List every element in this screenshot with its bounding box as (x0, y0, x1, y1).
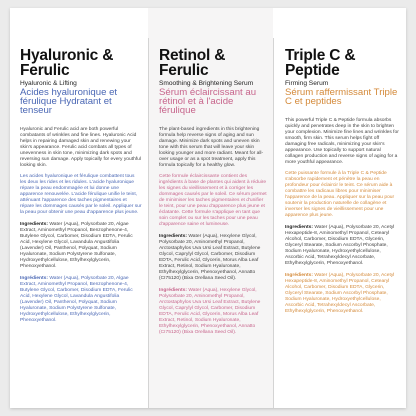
description-english: The plant-based ingredients in this brightening formula help reverse signs of aging and sun damage. Minimize dark spots and uneven skin tone with this serum that will leave your skin looking younger and more radiant. Meant for all-over usage or as a spot treatment, apply this formula topically for a healthy glow. (159, 127, 264, 168)
ingredients-english (285, 225, 400, 267)
product-title-french: Acides hyaluronique et férulique Hydratant et tenseur (20, 87, 118, 116)
ingredients-list: Water (Aqua), Polysorbate 20, Algae Extract, Aminomethyl Propanol, Benzophenone-4, Butylene Glycol, Carbomer, Disodium EDTA, Ferulic Acid, Hexylene Glycol, Lavandula Angustifolia (Lavender) Oil, Panthenol, Polyquat, Sodium Hyaluronate, Sodium Polystyrene Sulfonate, Hydroxyethylcellulose, Ethylhexylglycerin, Phenoxyethanol. (20, 222, 133, 269)
column-retinol-ferulic (148, 8, 273, 408)
ingredients-list: Water (Aqua), Hexylene Glycol, Polysorbate 20, Aminomethyl Propanol, Arctostaphylos Uva Ursi Leaf Extract, Butylene Glycol, Caprylyl Glycol, Carbomer, Disodium EDTA, Ferulic Acid, Glycerin, Morus Alba Leaf Extract, Retinol, Sodium Hyaluronate, Ethylhexylglycerin, Phenoxyethanol, Annatto (CI75120) (Bixa Orellana Seed Oil). (159, 234, 261, 281)
description-english: This powerful Triple C & Peptide formula absorbs quickly and penetrates deep in the skin to brighten your complexion. Minimize fine lines and wrinkles for smooth, firm skin. This serum helps fight off damaging free radicals, minimizing your skin's appearance. Use topically to support natural collagen production and reverse signs of aging for a more youthful appearance. (285, 118, 399, 165)
product-title: Hyaluronic & Ferulic (20, 47, 114, 79)
product-subtitle: Smoothing & Brightening Serum (159, 80, 254, 87)
column-hyaluronic-ferulic (10, 8, 148, 408)
ingredients-french (285, 273, 400, 315)
ingredients-english (20, 222, 142, 270)
ingredients-label-french: Ingrédients: (285, 273, 313, 278)
product-title: Triple C & Peptide (285, 47, 356, 79)
ingredients-english (159, 234, 268, 282)
column-divider (273, 38, 274, 408)
description-french: Cette puissante formule à la Triple C & Peptide s'absorbe rapidement et pénètre la peau en profondeur pour éclaircir le teint. Ce sérum aide à combattre les radicaux libres pour minimiser l'apparence de la peau. Appliquer sur la peau pour soutenir la production naturelle de collagène et inverser les signes de vieillissement pour une apparence plus jeune. (285, 171, 395, 218)
ingredients-label: Ingredients: (20, 222, 48, 227)
ingredients-label: Ingredients: (159, 234, 187, 239)
ingredients-label-french: Ingrédients: (159, 288, 187, 293)
ingredients-list-french: Water (Aqua), Polysorbate 20, Algae Extract, Aminomethyl Propanol, Benzophenone-4, Butylene Glycol, Carbomer, Disodium EDTA, Ferulic Acid, Hexylene Glycol, Lavandula Angustifolia (Lavender) Oil, Panthenol, Polyquat, Sodium Hyaluronate, Sodium Polystyrene Sulfonate, Hydroxyethylcellulose, Ethylhexylglycerin, Phenoxyethanol. (20, 276, 133, 323)
product-title-french: Sérum éclaircissant au rétinol et à l'acide férulique (159, 87, 257, 116)
column-divider (148, 38, 149, 408)
ingredients-list-french: Water (Aqua), Polysorbate 20, Acetyl Hexapeptide-8, Aminomethyl Propanol, Cetearyl Alcohol, Carbomer, Disodium EDTA, Glycerin, Glyceryl Stearate, Sodium Ascorbyl Phosphate, Sodium Hyaluronate, Hydroxyethylcellulose, Ascorbic Acid, Tetrahexyldecyl Ascorbate, Ethylhexylglycerin, Phenoxyethanol. (285, 273, 395, 314)
ingredients-list: Water (Aqua), Polysorbate 20, Acetyl Hexapeptide-8, Aminomethyl Propanol, Cetearyl Alcohol, Carbomer, Disodium EDTA, Glycerin, Glyceryl Stearate, Sodium Ascorbyl Phosphate, Sodium Hyaluronate, Hydroxyethylcellulose, Ascorbic Acid, Tetrahexyldecyl Ascorbate, Ethylhexylglycerin, Phenoxyethanol. (285, 225, 395, 266)
ingredients-list-french: Water (Aqua), Hexylene Glycol, Polysorbate 20, Aminomethyl Propanol, Arctostaphylos Uva Ursi Leaf Extract, Butylene Glycol, Caprylyl Glycol, Carbomer, Disodium EDTA, Ferulic Acid, Glycerin, Morus Alba Leaf Extract, Retinol, Sodium Hyaluronate, Ethylhexylglycerin, Phenoxyethanol, Annatto (CI75120) (Bixa Orellana Seed Oil). (159, 288, 261, 335)
ingredients-label-french: Ingrédients: (20, 276, 48, 281)
description-french: Les acides hyaluronique et férulique combattent tous les deux les rides et les ridules. L'acide hyaluronique répare la peau endommagée et lui donne une apparence renouvelée. L'acide férulique unifie le teint, atténuant l'apparence des taches pigmentaires et répare les dommages causés par le soleil. Appliquer sur la peau pour obtenir une peau d'apparence plus jeune. (20, 174, 142, 215)
description-french: Cette formule éclaircissante contient des ingrédients à base de plantes qui aident à réduire les signes du vieillissement et à corriger les dommages causés par le soleil. Ce sérum permet de minimiser les taches pigmentaires et d'unifier le teint, pour une peau d'apparence plus jeune et éclatante. Cette formule s'applique en tant que soin complet ou sur les taches pour une peau d'apparence saine et lumineuse. (159, 174, 267, 227)
description-english: Hyaluronic and Ferulic acid are both powerful combatants of wrinkles and fine lines. Hyaluronic Acid helps in repairing damaged skin and renewing your skin's appearance. Ferulic acid combats all types of unevenness in skin tone, minimizing dark spots and reversing sun damage. Apply topically for every youthful looking skin. (20, 127, 141, 168)
product-title: Retinol & Ferulic (159, 47, 226, 79)
product-info-card (10, 8, 406, 408)
ingredients-french (20, 276, 142, 324)
ingredients-label: Ingredients: (285, 225, 313, 230)
ingredients-french (159, 288, 268, 336)
product-subtitle: Hyaluronic & Lifting (20, 80, 77, 87)
column-triple-c-peptide (273, 8, 406, 408)
product-subtitle: Firming Serum (285, 80, 329, 87)
product-title-french: Sérum raffermissant Triple C et peptides (285, 87, 398, 107)
